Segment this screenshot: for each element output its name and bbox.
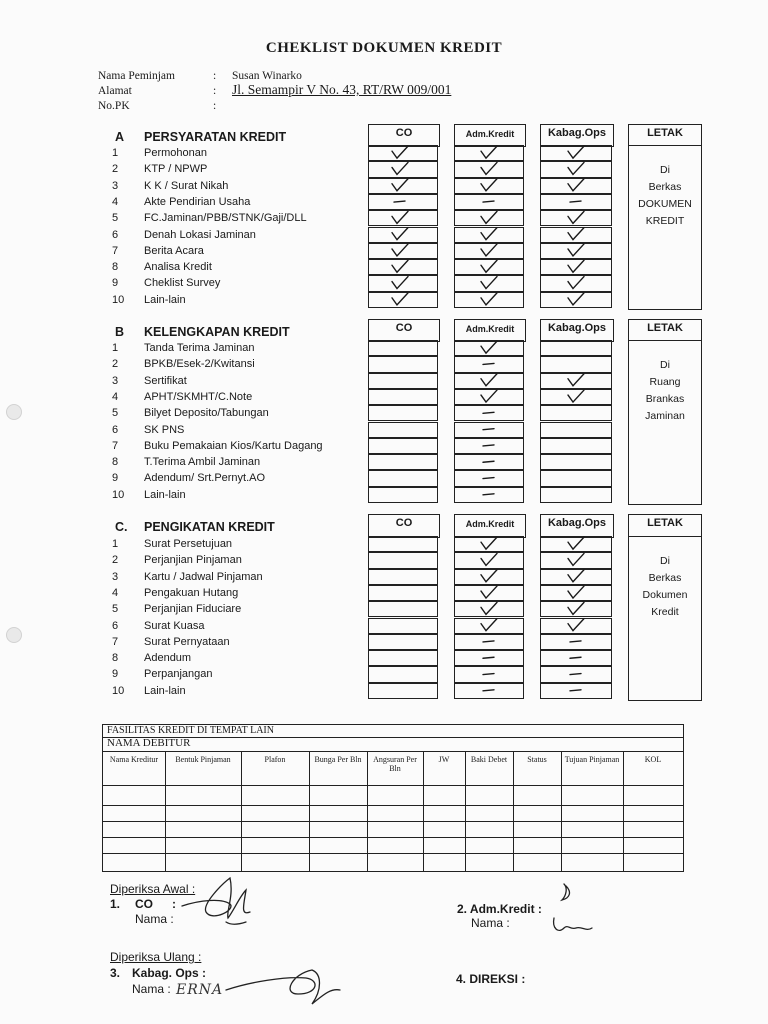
dash-mark	[570, 641, 581, 642]
column-header-label: CO	[395, 322, 413, 334]
check-mark	[568, 570, 584, 582]
diperiksa-ulang-label: Diperiksa Ulang :	[110, 950, 202, 964]
row-number: 7	[112, 244, 119, 257]
page-title: CHEKLIST DOKUMEN KREDIT	[265, 40, 503, 56]
dash-mark	[483, 494, 494, 495]
row-label: Perjanjian Pinjaman	[144, 554, 242, 567]
check-mark	[392, 293, 408, 305]
check-mark	[392, 228, 408, 240]
check-mark	[481, 374, 497, 386]
check-mark	[568, 602, 584, 614]
row-number: 6	[112, 619, 119, 632]
row-label: APHT/SKMHT/C.Note	[144, 390, 253, 403]
dash-mark	[483, 690, 494, 691]
row-label: Pengakuan Hutang	[144, 586, 239, 599]
dash-mark	[570, 657, 581, 658]
row-number: 2	[112, 554, 119, 567]
column-header-label: CO	[395, 127, 413, 139]
section-title: PENGIKATAN KREDIT	[144, 520, 275, 534]
dash-mark	[483, 478, 494, 479]
letak-header: LETAK	[647, 517, 683, 529]
check-mark	[568, 244, 584, 256]
row-label: Adendum/ Srt.Pernyt.AO	[144, 472, 266, 485]
letak-header: LETAK	[647, 322, 683, 334]
dash-mark	[483, 641, 494, 642]
row-number: 10	[112, 488, 125, 501]
letak-text: DOKUMEN	[638, 198, 692, 210]
column-header-label: Adm.Kredit	[465, 519, 515, 529]
row-label: Denah Lokasi Jaminan	[144, 228, 256, 241]
fasilitas-column-header: Bunga Per Bln	[314, 755, 362, 764]
fasilitas-column-header: Angsuran Per Bln	[373, 755, 417, 773]
column-header-label: Kabag.Ops	[547, 322, 607, 334]
section-letter: A	[115, 130, 125, 144]
check-mark	[392, 244, 408, 256]
row-number: 8	[112, 261, 119, 274]
diperiksa-awal-label: Diperiksa Awal :	[110, 882, 196, 896]
check-mark	[481, 260, 497, 272]
check-mark	[481, 146, 497, 158]
co-signature-label: CO	[135, 897, 153, 911]
direksi-signature-label: 4. DIREKSI :	[456, 972, 526, 986]
letak-text: Di	[660, 555, 670, 567]
row-number: 5	[112, 603, 119, 616]
row-number: 3	[112, 179, 119, 192]
dash-mark	[483, 445, 494, 446]
adm-nama-label: Nama :	[471, 916, 510, 930]
letak-header: LETAK	[647, 127, 683, 139]
nama-debitur-label: NAMA DEBITUR	[107, 737, 191, 749]
check-mark	[392, 146, 408, 158]
check-mark	[568, 228, 584, 240]
row-number: 3	[112, 374, 119, 387]
row-label: K K / Surat Nikah	[144, 179, 229, 192]
check-mark	[481, 341, 497, 353]
kabag-nama-label: Nama :	[132, 982, 171, 996]
colon: :	[213, 70, 217, 82]
row-number: 4	[112, 586, 119, 599]
section-letter: B	[115, 325, 125, 339]
row-number: 9	[112, 277, 119, 290]
fasilitas-column-header: KOL	[644, 755, 662, 764]
row-label: Tanda Terima Jaminan	[144, 342, 255, 354]
row-number: 5	[112, 407, 119, 420]
check-mark	[481, 277, 497, 289]
check-mark	[481, 179, 497, 191]
no-pk-label: No.PK	[98, 100, 130, 112]
section-title: PERSYARATAN KREDIT	[144, 130, 287, 144]
check-mark	[481, 586, 497, 598]
adm-kredit-signature-label: 2. Adm.Kredit :	[457, 902, 542, 916]
fasilitas-column-header: Nama Kreditur	[109, 755, 159, 764]
letak-text: Di	[660, 359, 670, 371]
check-mark	[568, 553, 584, 565]
row-label: Akte Pendirian Usaha	[144, 195, 251, 208]
check-mark	[481, 244, 497, 256]
alamat-label: Alamat	[98, 85, 132, 97]
colon: :	[213, 100, 217, 112]
row-label: Lain-lain	[144, 488, 186, 501]
column-header-label: Adm.Kredit	[465, 324, 515, 334]
row-label: Analisa Kredit	[144, 261, 212, 274]
column-header-label: Kabag.Ops	[547, 517, 607, 529]
letak-text: Berkas	[648, 572, 682, 584]
row-label: Buku Pemakaian Kios/Kartu Dagang	[144, 439, 323, 452]
row-number: 6	[112, 228, 119, 241]
row-label: Adendum	[144, 652, 192, 665]
check-mark	[481, 211, 497, 223]
nama-peminjam-label: Nama Peminjam	[98, 70, 175, 82]
section-title: KELENGKAPAN KREDIT	[144, 325, 290, 339]
row-label: Surat Kuasa	[144, 619, 205, 632]
letak-text: KREDIT	[645, 215, 685, 227]
row-number: 2	[112, 163, 119, 176]
check-mark	[568, 146, 584, 158]
dash-mark	[483, 412, 494, 413]
check-mark	[568, 211, 584, 223]
check-mark	[481, 570, 497, 582]
row-label: Surat Persetujuan	[144, 538, 233, 550]
co-number: 1.	[110, 897, 121, 911]
row-number: 10	[112, 684, 125, 697]
check-mark	[481, 537, 497, 549]
column-header-label: Adm.Kredit	[465, 129, 515, 139]
row-label: Sertifikat	[144, 374, 187, 387]
letak-text: Di	[660, 164, 670, 176]
column-header-label: Kabag.Ops	[547, 127, 607, 139]
row-label: Kartu / Jadwal Pinjaman	[144, 570, 263, 583]
row-label: Permohonan	[144, 147, 207, 159]
check-mark	[568, 277, 584, 289]
check-mark	[481, 390, 497, 402]
row-number: 10	[112, 293, 125, 306]
check-mark	[392, 260, 408, 272]
column-header-label: CO	[395, 517, 413, 529]
fasilitas-column-header: Bentuk Pinjaman	[175, 755, 231, 764]
fasilitas-title: FASILITAS KREDIT DI TEMPAT LAIN	[107, 725, 274, 736]
letak-text: Kredit	[651, 606, 679, 618]
kabag-signature-label: Kabag. Ops :	[132, 966, 207, 980]
fasilitas-column-header: Plafon	[264, 755, 286, 764]
dash-mark	[570, 690, 581, 691]
check-mark	[568, 293, 584, 305]
row-number: 8	[112, 456, 119, 469]
kabag-handwritten-name: ERNA	[176, 982, 224, 998]
fasilitas-column-header: Tujuan Pinjaman	[564, 755, 620, 764]
alamat-value: Jl. Semampir V No. 43, RT/RW 009/001	[232, 82, 452, 97]
colon: :	[213, 85, 217, 97]
row-number: 3	[112, 570, 119, 583]
row-label: Surat Pernyataan	[144, 635, 230, 648]
kabag-number: 3.	[110, 966, 121, 980]
row-label: SK PNS	[144, 423, 185, 436]
check-mark	[568, 586, 584, 598]
letak-text: Jaminan	[645, 410, 685, 422]
row-number: 8	[112, 652, 119, 665]
check-mark	[481, 619, 497, 631]
check-mark	[481, 162, 497, 174]
nama-peminjam-value: Susan Winarko	[232, 70, 302, 82]
check-mark	[481, 228, 497, 240]
check-mark	[568, 179, 584, 191]
check-mark	[392, 162, 408, 174]
dash-mark	[483, 429, 494, 430]
row-label: Cheklist Survey	[144, 277, 221, 290]
letak-text: Dokumen	[642, 589, 688, 601]
row-number: 1	[112, 342, 119, 354]
dash-mark	[483, 201, 494, 202]
check-mark	[568, 162, 584, 174]
check-mark	[481, 293, 497, 305]
row-label: KTP / NPWP	[144, 163, 208, 176]
fasilitas-column-header: Status	[527, 755, 547, 764]
dash-mark	[483, 674, 494, 675]
row-label: FC.Jaminan/PBB/STNK/Gaji/DLL	[144, 212, 307, 225]
fasilitas-column-header: Baki Debet	[470, 755, 508, 764]
row-number: 7	[112, 439, 119, 452]
row-number: 4	[112, 390, 119, 403]
row-number: 9	[112, 668, 119, 681]
row-label: Perjanjian Fiduciare	[144, 603, 242, 616]
row-label: T.Terima Ambil Jaminan	[144, 456, 261, 469]
row-number: 7	[112, 635, 119, 648]
row-number: 1	[112, 538, 119, 550]
letak-text: Ruang	[649, 376, 681, 388]
letak-text: Berkas	[648, 181, 682, 193]
check-mark	[481, 602, 497, 614]
check-mark	[392, 179, 408, 191]
dash-mark	[570, 674, 581, 675]
check-mark	[568, 537, 584, 549]
fasilitas-column-header: JW	[438, 755, 450, 764]
check-mark	[568, 374, 584, 386]
check-mark	[568, 260, 584, 272]
dash-mark	[483, 461, 494, 462]
check-mark	[481, 553, 497, 565]
check-mark	[568, 619, 584, 631]
row-label: Perpanjangan	[144, 668, 213, 681]
dash-mark	[483, 363, 494, 364]
check-mark	[568, 390, 584, 402]
dash-mark	[483, 657, 494, 658]
row-number: 6	[112, 423, 119, 436]
dash-mark	[570, 201, 581, 202]
check-mark	[392, 277, 408, 289]
letak-text: Brankas	[645, 393, 685, 405]
row-label: Lain-lain	[144, 684, 186, 697]
dash-mark	[394, 201, 405, 202]
row-number: 9	[112, 472, 119, 485]
row-number: 1	[112, 147, 119, 159]
row-label: Berita Acara	[144, 244, 204, 257]
check-mark	[392, 211, 408, 223]
row-label: BPKB/Esek-2/Kwitansi	[144, 358, 255, 371]
row-number: 2	[112, 358, 119, 371]
row-label: Lain-lain	[144, 293, 186, 306]
co-nama-label: Nama :	[135, 912, 174, 926]
row-number: 4	[112, 195, 119, 208]
section-letter: C.	[115, 520, 128, 534]
row-label: Bilyet Deposito/Tabungan	[144, 407, 269, 420]
row-number: 5	[112, 212, 119, 225]
